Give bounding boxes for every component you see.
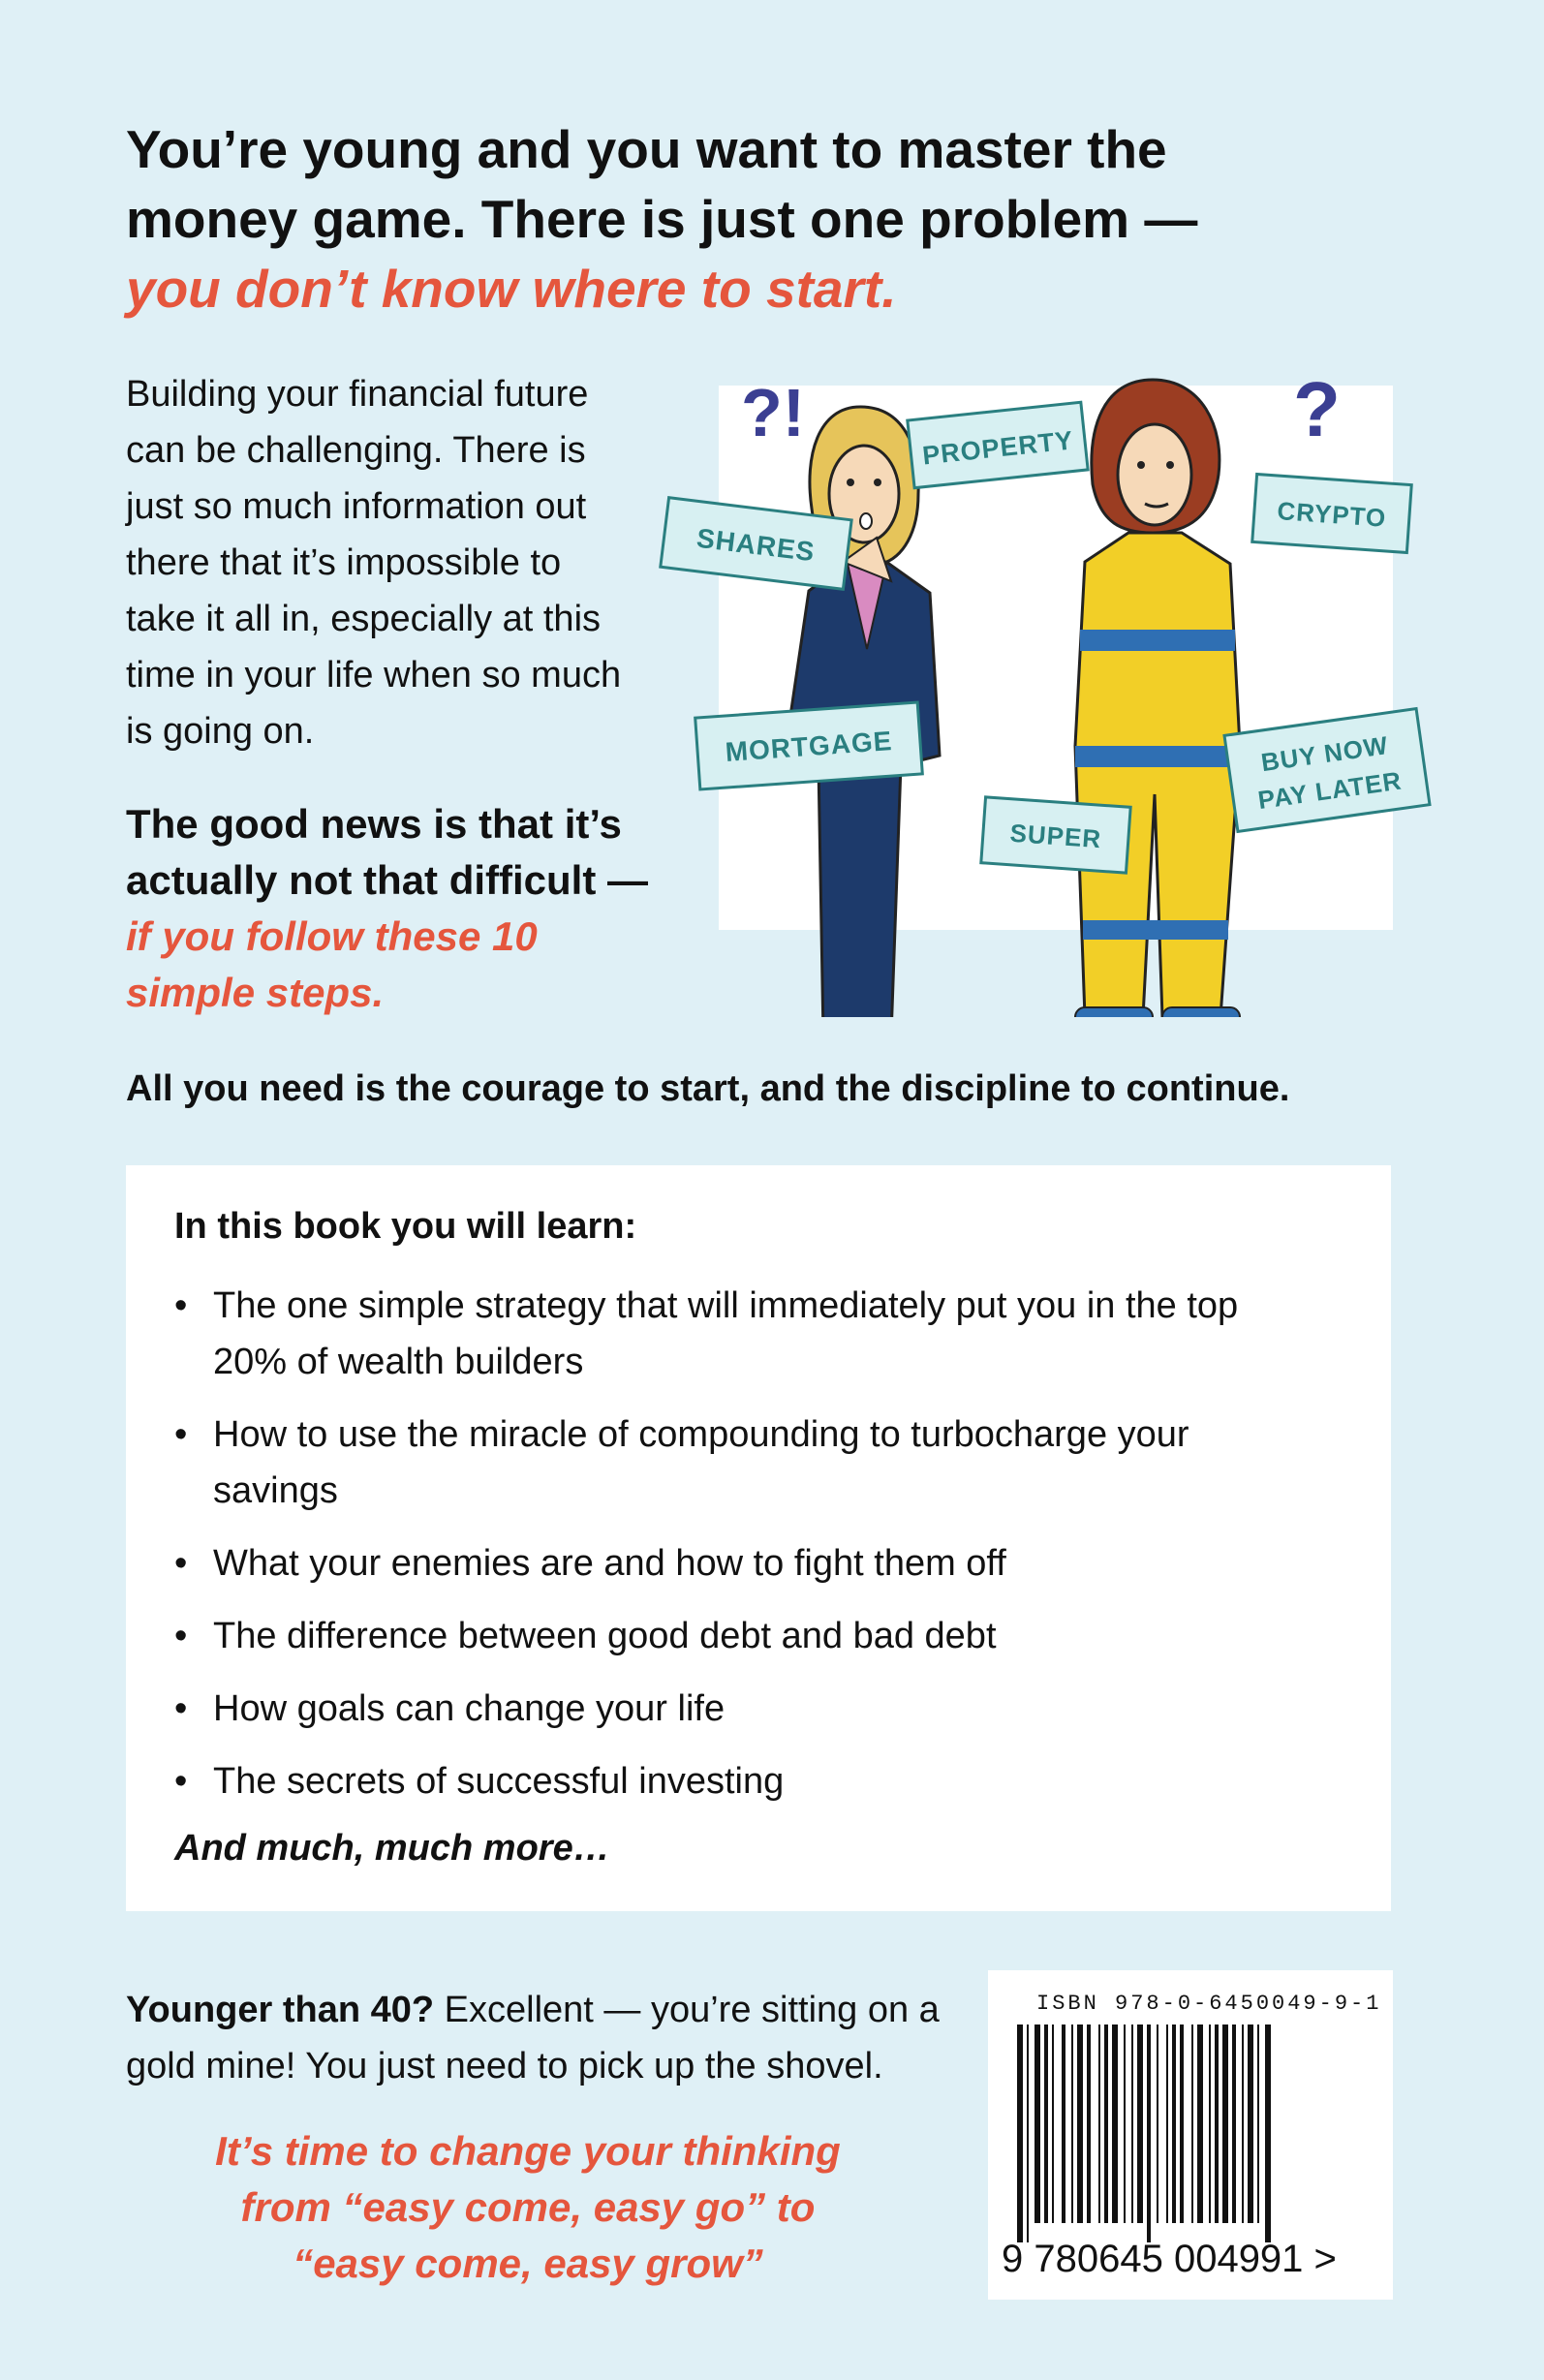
- list-item-text: What your enemies are and how to fight them off: [213, 1543, 1006, 1584]
- list-item: [174, 1278, 1317, 1390]
- headline-line-2: money game. There is just one problem —: [126, 189, 1198, 249]
- tag-shares-label: SHARES: [695, 522, 818, 568]
- barcode-bar: [1222, 2025, 1228, 2223]
- barcode-bar: [1077, 2025, 1083, 2223]
- bullet: •: [174, 1414, 188, 1455]
- barcode-bar: [1087, 2025, 1091, 2223]
- barcode-bar: [1034, 2025, 1040, 2223]
- man-figure: [1075, 380, 1240, 1017]
- barcode-bar: [1248, 2025, 1253, 2223]
- bullet: •: [174, 1616, 188, 1656]
- courage-line: All you need is the courage to start, and the discipline to continue.: [126, 1068, 1290, 1109]
- list-item: [174, 1535, 1317, 1592]
- tag-property: [908, 402, 1088, 487]
- learn-title: In this book you will learn:: [174, 1206, 637, 1247]
- barcode-bar: [1027, 2025, 1029, 2242]
- tag-property-label: PROPERTY: [920, 425, 1075, 471]
- barcode-bar: [1265, 2025, 1271, 2242]
- barcode-bar: [1017, 2025, 1023, 2242]
- tag-buy-now-label: BUY NOW: [1259, 730, 1391, 778]
- tagline: [126, 2123, 930, 2292]
- good-news-accent: if you follow these 10 simple steps.: [126, 913, 538, 1015]
- tagline-line-3: “easy come, easy grow”: [293, 2241, 763, 2286]
- barcode-bar: [1191, 2025, 1193, 2223]
- tag-crypto: [1252, 475, 1411, 553]
- tag-buy-now-pay-later: [1224, 709, 1430, 832]
- headline-accent: you don’t know where to start.: [126, 259, 897, 319]
- isbn-text: ISBN 978-0-6450049-9-1: [1036, 1992, 1382, 2016]
- younger-rest: Excellent — you’re sitting on a gold mine! You just need to pick up the shovel.: [126, 1990, 940, 2086]
- barcode-bar: [1257, 2025, 1259, 2223]
- barcode-bar: [1062, 2025, 1065, 2223]
- tag-super: [981, 797, 1130, 873]
- list-item-text: How goals can change your life: [213, 1688, 726, 1729]
- barcode-bar: [1242, 2025, 1244, 2223]
- barcode-bar: [1098, 2025, 1100, 2223]
- barcode-bar: [1180, 2025, 1184, 2223]
- bullet: •: [174, 1285, 188, 1326]
- barcode-bar: [1147, 2025, 1151, 2242]
- barcode-bar: [1172, 2025, 1176, 2223]
- barcode-bar: [1112, 2025, 1118, 2223]
- barcode-bar: [1052, 2025, 1054, 2223]
- barcode-bar: [1131, 2025, 1133, 2223]
- barcode-box: [988, 1970, 1393, 2300]
- right-question-mark: ?: [1293, 366, 1341, 452]
- bullet: •: [174, 1688, 188, 1729]
- list-item-text: The one simple strategy that will immediately put you in the top 20% of wealth builders: [213, 1285, 1239, 1382]
- barcode-digits: 9 780645 004991 >: [1002, 2238, 1337, 2280]
- barcode-bar: [1137, 2025, 1143, 2223]
- tagline-line-1: It’s time to change your thinking: [215, 2128, 841, 2174]
- headline: [126, 114, 1424, 324]
- younger-bold: Younger than 40?: [126, 1990, 435, 2030]
- tag-mortgage-label: MORTGAGE: [724, 726, 894, 767]
- barcode-bar: [1215, 2025, 1219, 2223]
- intro-paragraph: Building your financial future can be challenging. There is just so much information out there that it’s impossible to take it all in, especially at this time in your life when so much is going on.: [126, 374, 622, 752]
- barcode-bar: [1044, 2025, 1048, 2223]
- learn-list: [174, 1278, 1317, 1826]
- left-question-marks: ?!: [741, 375, 806, 450]
- barcode-bar: [1209, 2025, 1211, 2223]
- bullet: •: [174, 1543, 188, 1584]
- learn-box: [126, 1165, 1391, 1911]
- good-news-paragraph: [126, 796, 668, 1021]
- headline-line-1: You’re young and you want to master the: [126, 119, 1167, 179]
- good-news-plain: The good news is that it’s actually not that difficult —: [126, 801, 649, 903]
- barcode-bar: [1104, 2025, 1108, 2223]
- learn-more: And much, much more…: [174, 1828, 610, 1869]
- tag-mortgage: [695, 702, 923, 789]
- barcode-bar: [1232, 2025, 1236, 2223]
- list-item-text: How to use the miracle of compounding to turbocharge your savings: [213, 1414, 1189, 1511]
- tag-super-label: SUPER: [1008, 818, 1103, 854]
- list-item: [174, 1608, 1317, 1664]
- list-item: [174, 1753, 1317, 1809]
- tag-crypto-label: CRYPTO: [1276, 496, 1388, 533]
- barcode-bar: [1157, 2025, 1158, 2223]
- list-item: [174, 1681, 1317, 1737]
- barcode-bar: [1166, 2025, 1168, 2223]
- list-item-text: The difference between good debt and bad debt: [213, 1616, 997, 1656]
- tagline-line-2: from “easy come, easy go” to: [240, 2184, 816, 2230]
- illustration: [649, 339, 1443, 1017]
- barcode-bar: [1197, 2025, 1203, 2223]
- list-item: [174, 1406, 1317, 1519]
- barcode-icon: [1011, 2025, 1370, 2242]
- younger-paragraph: [126, 1982, 978, 2094]
- list-item-text: The secrets of successful investing: [213, 1761, 785, 1802]
- barcode-bar: [1124, 2025, 1126, 2223]
- barcode-bar: [1071, 2025, 1073, 2223]
- tag-pay-later-label: PAY LATER: [1255, 765, 1405, 816]
- bullet: •: [174, 1761, 188, 1802]
